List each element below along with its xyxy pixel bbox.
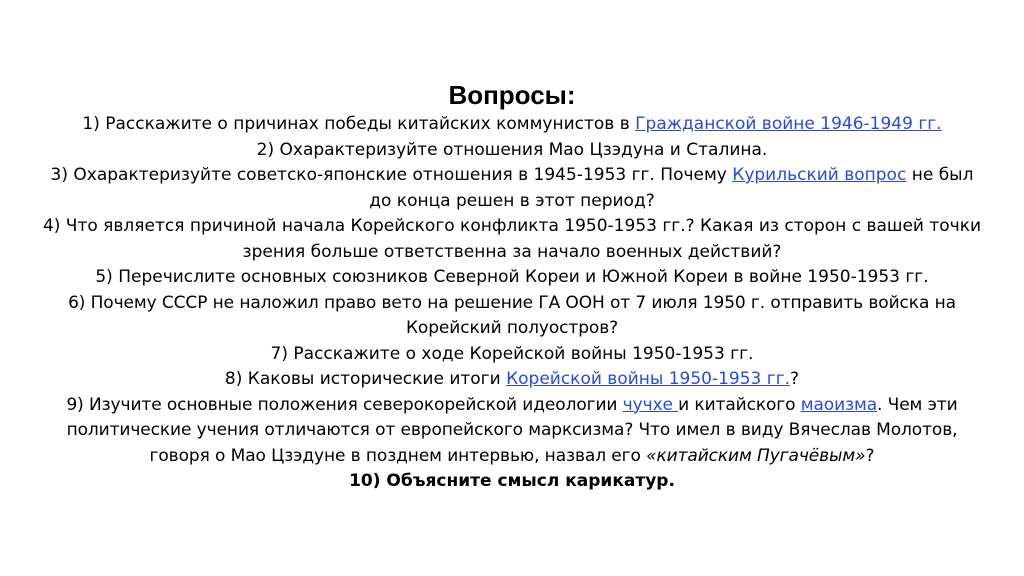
question-3-text: 3) Охарактеризуйте советско-японские отношения в 1945-1953 гг. Почему <box>50 165 733 185</box>
question-9-text-middle: и китайского <box>678 394 801 415</box>
question-6-line2: Корейский полуостров? <box>405 318 619 338</box>
question-1-text: 1) Расскажите о причинах победы китайских коммунистов в <box>82 114 636 134</box>
juche-link[interactable]: чучхе <box>622 394 679 415</box>
question-4-line2: зрения больше ответственна за начало военных действий? <box>242 241 782 262</box>
pugachev-quote: «китайским Пугачёвым» <box>646 445 866 466</box>
question-1 <box>0 112 1024 138</box>
slide-title: Вопросы: <box>448 80 576 110</box>
question-3 <box>0 163 1024 214</box>
question-9 <box>0 393 1024 470</box>
maoism-link[interactable]: маоизма <box>800 394 878 415</box>
question-9-text: 9) Изучите основные положения северокорейской идеологии <box>66 394 623 415</box>
civil-war-link[interactable]: Гражданской войне 1946-1949 гг. <box>635 114 942 134</box>
kuril-question-link[interactable]: Курильский вопрос <box>732 165 907 185</box>
questions-block <box>0 78 1024 495</box>
question-5: 5) Перечислите основных союзников Северной Кореи и Южной Кореи в войне 1950-1953 гг. <box>95 267 929 287</box>
question-9-line3-after: ? <box>865 445 875 466</box>
question-3-text-after: не был <box>906 165 974 185</box>
question-6-line1: 6) Почему СССР не наложил право вето на решение ГА ООН от 7 июля 1950 г. отправить войска на <box>68 292 956 313</box>
question-3-line2: до конца решен в этот период? <box>369 190 655 211</box>
question-9-line2: политические учения отличаются от европейского марксизма? Что имел в виду Вячеслав Молотов, <box>66 420 958 440</box>
question-9-line3: говоря о Мао Цзэдуне в позднем интервью, назвал его <box>149 445 647 466</box>
question-2: 2) Охарактеризуйте отношения Мао Цзэдуна и Сталина. <box>256 139 768 160</box>
question-10: 10) Объясните смысл карикатур. <box>349 471 675 491</box>
question-8-text: 8) Каковы исторические итоги <box>224 369 507 389</box>
question-8 <box>0 367 1024 393</box>
korean-war-link[interactable]: Корейской войны 1950-1953 гг. <box>506 369 791 389</box>
question-4 <box>0 214 1024 265</box>
question-4-line1: 4) Что является причиной начала Корейского конфликта 1950-1953 гг.? Какая из сторон с вашей точки <box>42 216 982 236</box>
question-6 <box>0 291 1024 342</box>
question-8-text-after: ? <box>790 369 800 389</box>
question-9-text-after: . Чем эти <box>877 394 958 415</box>
question-7: 7) Расскажите о ходе Корейской войны 1950-1953 гг. <box>270 343 754 364</box>
